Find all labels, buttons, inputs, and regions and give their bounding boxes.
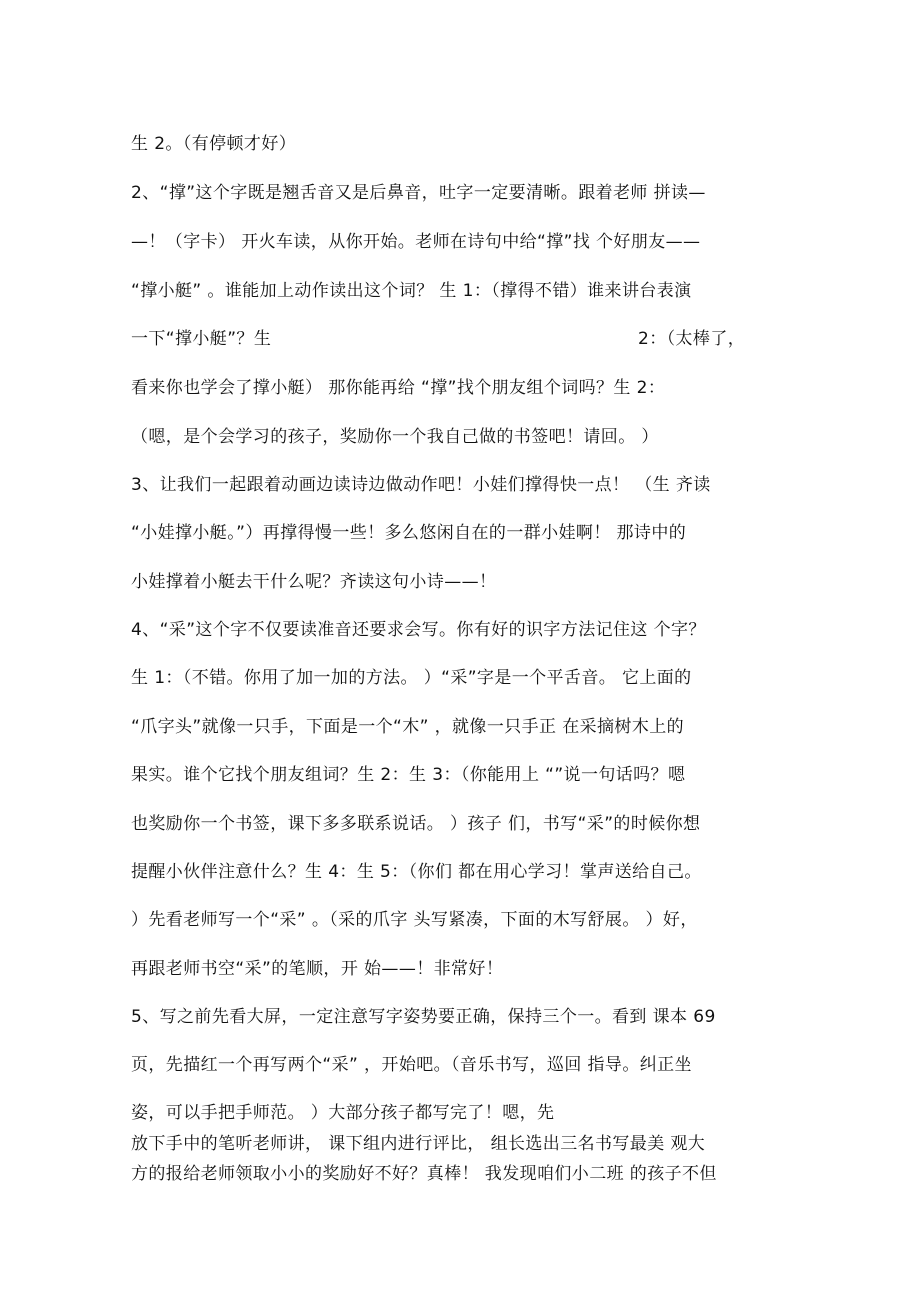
text-line: 再跟老师书空“采”的笔顺，开 始——！非常好！	[131, 959, 504, 979]
text-line: ）先看老师写一个“采” 。（采的爪字 头写紧凑，下面的木写舒展。 ）好，	[131, 910, 698, 930]
text-line: 放下手中的笔听老师讲， 课下组内进行评比， 组长选出三名书写最美 观大	[131, 1134, 706, 1154]
text-line: 看来你也学会了撑小艇） 那你能再给 “撑”找个朋友组个词吗？生 2：	[131, 378, 666, 398]
text-line: “小娃撑小艇。”）再撑得慢一些！多么悠闲自在的一群小娃啊！ 那诗中的	[131, 523, 687, 543]
text-line: “爪字头”就像一只手，下面是一个“木” ，就像一只手正 在采摘树木上的	[131, 717, 685, 737]
text-line: 5、写之前先看大屏，一定注意写字姿势要正确，保持三个一。看到 课本 69	[131, 1007, 716, 1027]
text-line: （嗯，是个会学习的孩子，奖励你一个我自己做的书签吧！请回。 ）	[131, 427, 659, 447]
text-line: 也奖励你一个书签，课下多多联系说话。 ）孩子 们，书写“采”的时候你想	[131, 814, 701, 834]
text-line: 一下“撑小艇”？生	[131, 329, 272, 349]
text-line: 2：（太棒了，	[638, 329, 746, 349]
text-line: “撑小艇” 。谁能加上动作读出这个词？ 生 1：（撑得不错）谁来讲台表演	[131, 281, 692, 301]
text-line: 提醒小伙伴注意什么？生 4：生 5：（你们 都在用心学习！掌声送给自己。	[131, 862, 702, 882]
text-line: 2、“撑”这个字既是翘舌音又是后鼻音，吐字一定要清晰。跟着老师 拼读—	[131, 183, 706, 203]
text-line: 生 1：（不错。你用了加一加的方法。 ）“采”字是一个平舌音。 它上面的	[131, 668, 692, 688]
text-line: 姿，可以手把手师范。 ）大部分孩子都写完了！嗯，先	[131, 1103, 555, 1123]
text-line: 4、“采”这个字不仅要读准音还要求会写。你有好的识字方法记住这 个字？	[131, 620, 706, 640]
text-line: 生 2。（有停顿才好）	[131, 134, 297, 154]
text-line: 方的报给老师领取小小的奖励好不好？真棒！ 我发现咱们小二班 的孩子不但	[131, 1164, 717, 1184]
text-line: 果实。谁个它找个朋友组词？生 2：生 3：（你能用上 “”说一句话吗？嗯	[131, 765, 686, 785]
text-line: 3、让我们一起跟着动画边读诗边做动作吧！小娃们撑得快一点！ （生 齐读	[131, 475, 711, 495]
text-line: 页，先描红一个再写两个“采” ，开始吧。（音乐书写，巡回 指导。纠正坐	[131, 1055, 692, 1075]
text-line: —！（字卡） 开火车读，从你开始。老师在诗句中给“撑”找 个好朋友——	[131, 232, 701, 252]
text-line: 小娃撑着小艇去干什么呢？齐读这句小诗——！	[131, 572, 497, 592]
